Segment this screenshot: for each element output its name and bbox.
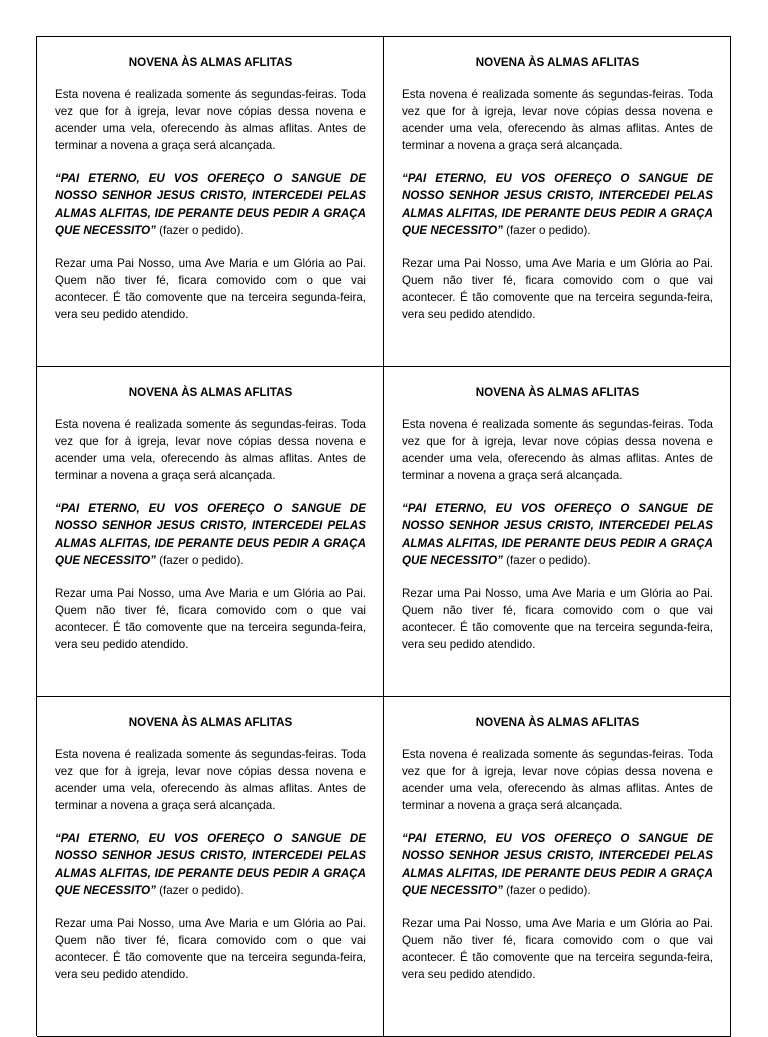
novena-card (384, 367, 731, 697)
novena-card (384, 697, 731, 1037)
card-prayer (55, 170, 366, 238)
card-title: NOVENA ÀS ALMAS AFLITAS (128, 716, 293, 729)
card-title: NOVENA ÀS ALMAS AFLITAS (475, 56, 640, 69)
card-prayer (55, 830, 366, 898)
card-title: NOVENA ÀS ALMAS AFLITAS (128, 386, 293, 399)
card-title: NOVENA ÀS ALMAS AFLITAS (475, 386, 640, 399)
card-closing: Rezar uma Pai Nosso, uma Ave Maria e um Glória ao Pai. Quem não tiver fé, ficara comovido com o que vai acontecer. É tão comovente que na terceira segunda-feira, vera seu pedido atendido. (402, 916, 713, 982)
prayer-text: “PAI ETERNO, EU VOS OFEREÇO O SANGUE DE NOSSO SENHOR JESUS CRISTO, INTERCEDEI PELAS ALMAS ALFITAS, IDE PERANTE DEUS PEDIR A GRAÇA QUE NECESSITO” (402, 172, 713, 237)
card-prayer (402, 500, 713, 568)
card-prayer (402, 170, 713, 238)
novena-card (37, 37, 384, 367)
card-prayer (55, 500, 366, 568)
card-closing: Rezar uma Pai Nosso, uma Ave Maria e um Glória ao Pai. Quem não tiver fé, ficara comovido com o que vai acontecer. É tão comovente que na terceira segunda-feira, vera seu pedido atendido. (402, 586, 713, 652)
card-closing: Rezar uma Pai Nosso, uma Ave Maria e um Glória ao Pai. Quem não tiver fé, ficara comovido com o que vai acontecer. É tão comovente que na terceira segunda-feira, vera seu pedido atendido. (55, 916, 366, 982)
card-intro: Esta novena é realizada somente ás segundas-feiras. Toda vez que for à igreja, levar nove cópias dessa novena e acender uma vela, oferecendo às almas aflitas. Antes de terminar a novena a graça será alcançada. (55, 748, 366, 813)
card-closing: Rezar uma Pai Nosso, uma Ave Maria e um Glória ao Pai. Quem não tiver fé, ficara comovido com o que vai acontecer. É tão comovente que na terceira segunda-feira, vera seu pedido atendido. (55, 256, 366, 322)
prayer-text: “PAI ETERNO, EU VOS OFEREÇO O SANGUE DE NOSSO SENHOR JESUS CRISTO, INTERCEDEI PELAS ALMAS ALFITAS, IDE PERANTE DEUS PEDIR A GRAÇA QUE NECESSITO” (55, 502, 366, 567)
prayer-note: (fazer o pedido). (502, 223, 591, 237)
novena-card (384, 37, 731, 367)
card-title: NOVENA ÀS ALMAS AFLITAS (128, 56, 293, 69)
card-closing: Rezar uma Pai Nosso, uma Ave Maria e um Glória ao Pai. Quem não tiver fé, ficara comovido com o que vai acontecer. É tão comovente que na terceira segunda-feira, vera seu pedido atendido. (402, 256, 713, 322)
prayer-note: (fazer o pedido). (502, 883, 591, 897)
card-title: NOVENA ÀS ALMAS AFLITAS (475, 716, 640, 729)
prayer-note: (fazer o pedido). (502, 553, 591, 567)
card-intro: Esta novena é realizada somente ás segundas-feiras. Toda vez que for à igreja, levar nove cópias dessa novena e acender uma vela, oferecendo às almas aflitas. Antes de terminar a novena a graça será alcançada. (55, 88, 366, 153)
novena-sheet (36, 36, 731, 1036)
card-intro: Esta novena é realizada somente ás segundas-feiras. Toda vez que for à igreja, levar nove cópias dessa novena e acender uma vela, oferecendo às almas aflitas. Antes de terminar a novena a graça será alcançada. (402, 88, 713, 153)
card-intro: Esta novena é realizada somente ás segundas-feiras. Toda vez que for à igreja, levar nove cópias dessa novena e acender uma vela, oferecendo às almas aflitas. Antes de terminar a novena a graça será alcançada. (55, 418, 366, 483)
card-intro: Esta novena é realizada somente ás segundas-feiras. Toda vez que for à igreja, levar nove cópias dessa novena e acender uma vela, oferecendo às almas aflitas. Antes de terminar a novena a graça será alcançada. (402, 748, 713, 813)
prayer-text: “PAI ETERNO, EU VOS OFEREÇO O SANGUE DE NOSSO SENHOR JESUS CRISTO, INTERCEDEI PELAS ALMAS ALFITAS, IDE PERANTE DEUS PEDIR A GRAÇA QUE NECESSITO” (402, 832, 713, 897)
prayer-note: (fazer o pedido). (155, 223, 244, 237)
novena-card (37, 367, 384, 697)
card-intro: Esta novena é realizada somente ás segundas-feiras. Toda vez que for à igreja, levar nove cópias dessa novena e acender uma vela, oferecendo às almas aflitas. Antes de terminar a novena a graça será alcançada. (402, 418, 713, 483)
prayer-text: “PAI ETERNO, EU VOS OFEREÇO O SANGUE DE NOSSO SENHOR JESUS CRISTO, INTERCEDEI PELAS ALMAS ALFITAS, IDE PERANTE DEUS PEDIR A GRAÇA QUE NECESSITO” (55, 832, 366, 897)
prayer-text: “PAI ETERNO, EU VOS OFEREÇO O SANGUE DE NOSSO SENHOR JESUS CRISTO, INTERCEDEI PELAS ALMAS ALFITAS, IDE PERANTE DEUS PEDIR A GRAÇA QUE NECESSITO” (402, 502, 713, 567)
prayer-note: (fazer o pedido). (155, 553, 244, 567)
card-closing: Rezar uma Pai Nosso, uma Ave Maria e um Glória ao Pai. Quem não tiver fé, ficara comovido com o que vai acontecer. É tão comovente que na terceira segunda-feira, vera seu pedido atendido. (55, 586, 366, 652)
novena-card (37, 697, 384, 1037)
prayer-note: (fazer o pedido). (155, 883, 244, 897)
card-prayer (402, 830, 713, 898)
prayer-text: “PAI ETERNO, EU VOS OFEREÇO O SANGUE DE NOSSO SENHOR JESUS CRISTO, INTERCEDEI PELAS ALMAS ALFITAS, IDE PERANTE DEUS PEDIR A GRAÇA QUE NECESSITO” (55, 172, 366, 237)
